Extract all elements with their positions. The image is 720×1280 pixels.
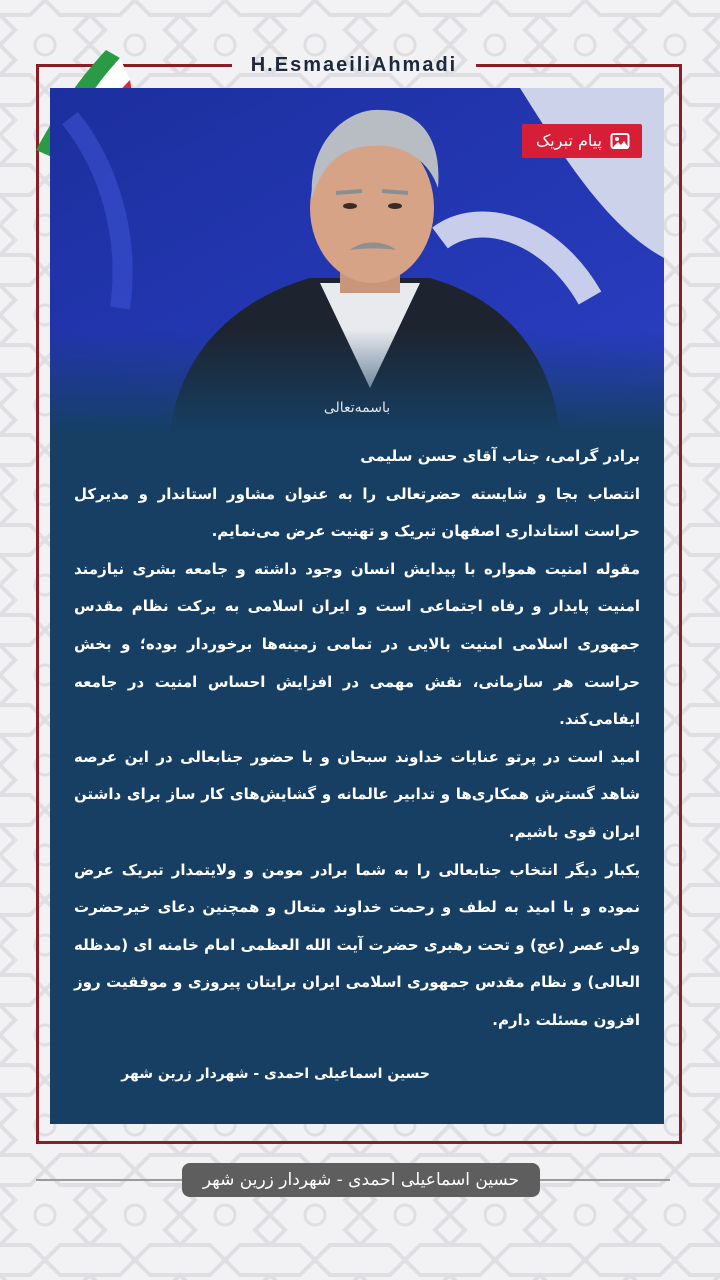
message-paragraph: مقوله امنیت همواره با پیدایش انسان وجود داشته و جامعه بشری نیازمند امنیت پایدار و رفاه اجتماعی است و ایران اسلامی به برکت نظام مقدس جمهوری اسلامی امنیت بالایی در تمامی زمینه‌ها برخوردار بوده؛ و بخش حراست هر سازمانی، نقش مهمی در افزایش احساس امنیت در جامعه ایفامی‌کند. — [74, 559, 640, 729]
salutation: باسمه‌تعالی — [323, 400, 391, 416]
message-panel — [50, 88, 664, 1124]
congratulation-badge — [522, 124, 642, 158]
badge-label: پیام تبریک — [535, 131, 602, 150]
message-paragraph: امید است در پرتو عنایات خداوند سبحان و با حضور جنابعالی در این عرصه شاهد گسترش همکاری‌ها و تدابیر عالمانه و گشایش‌های کار ساز برای داشتن ایران قوی باشیم. — [74, 747, 640, 841]
footer-caption: حسین اسماعیلی احمدی - شهردار زرین شهر — [182, 1163, 540, 1197]
footer-divider-left — [36, 1179, 184, 1181]
image-icon — [610, 131, 630, 151]
message-paragraph: انتصاب بجا و شایسته حضرتعالی را به عنوان مشاور استاندار و مدیرکل حراست استانداری اصفهان تبریک و تهنیت عرض می‌نمایم. — [74, 484, 640, 541]
signature: حسین اسماعیلی احمدی - شهردار زرین شهر — [121, 1066, 430, 1082]
frame-top-right-line — [476, 64, 682, 67]
message-paragraph: برادر گرامی، جناب آقای حسن سلیمی — [360, 447, 640, 465]
message-paragraph: یکبار دیگر انتخاب جنابعالی را به شما برادر مومن و ولایتمدار تبریک عرض نموده و با امید به لطف و رحمت خداوند متعال و همچنین دعای خیرحضرت ولی عصر (عج) و تحت رهبری حضرت آیت الله العظمی امام خامنه ای (مدظله العالی) و نظام مقدس جمهوری اسلامی ایران برایتان پیروزی و موفقیت روز افزون مسئلت دارم. — [74, 860, 640, 1029]
footer-divider-right — [538, 1179, 670, 1181]
message-body — [74, 438, 640, 1040]
brand-title: H.EsmaeiliAhmadi — [250, 54, 458, 76]
